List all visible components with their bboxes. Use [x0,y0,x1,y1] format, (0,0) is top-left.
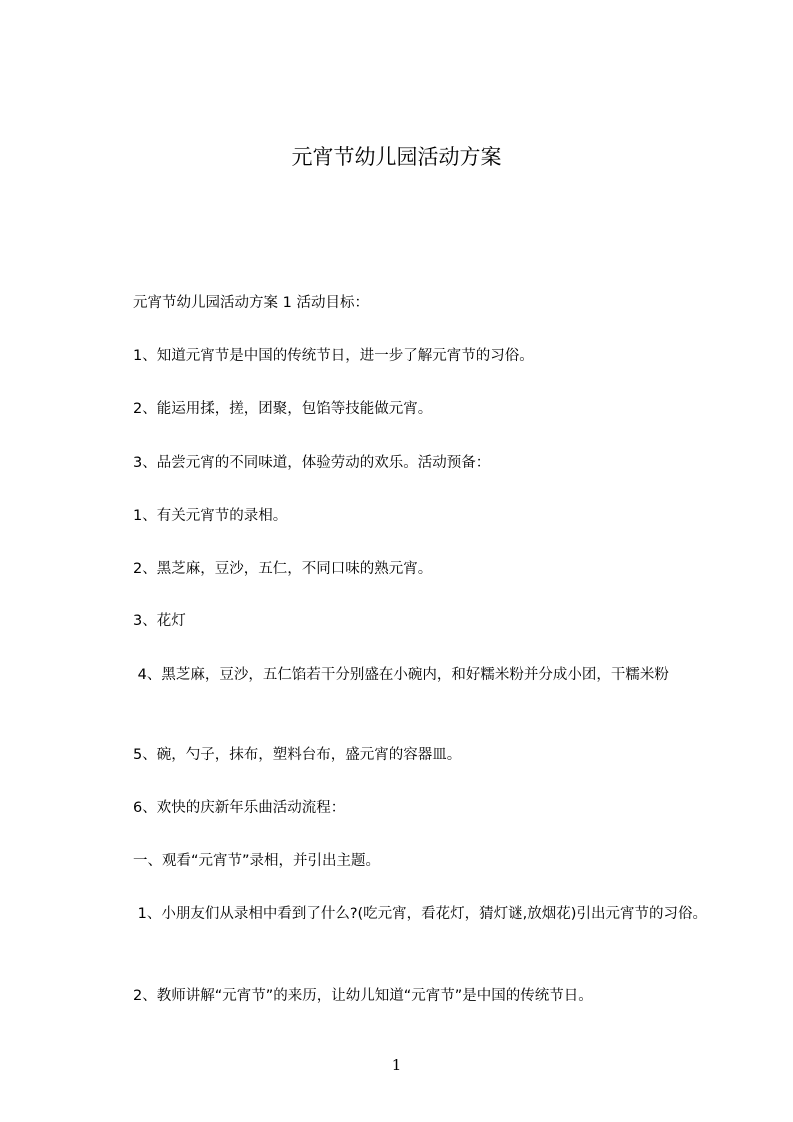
paragraph-step-1: 一、观看“元宵节”录相，并引出主题。 [104,853,381,869]
paragraph-prep-4: 4、黑芝麻，豆沙，五仁馅若干分别盛在小碗内，和好糯米粉并分成小团，干糯米粉 [104,667,669,683]
paragraph-prep-2: 2、黑芝麻，豆沙，五仁，不同口味的熟元宵。 [104,561,433,577]
paragraph-prep-1: 1、有关元宵节的录相。 [104,508,288,524]
page-number: 1 [391,1056,402,1074]
paragraph-prep-5: 5、碗，勺子，抹布，塑料台布，盛元宵的容器皿。 [104,747,462,763]
paragraph-step-1-1: 1、小朋友们从录相中看到了什么?(吃元宵，看花灯，猜灯谜,放烟花)引出元宵节的习俗。 [104,906,707,922]
paragraph-intro: 元宵节幼儿园活动方案 1 活动目标： [104,295,369,311]
paragraph-goal-1: 1、知道元宵节是中国的传统节日，进一步了解元宵节的习俗。 [104,348,534,364]
paragraph-goal-3: 3、品尝元宵的不同味道，体验劳动的欢乐。活动预备： [104,455,491,471]
paragraph-step-1-2: 2、教师讲解“元宵节”的来历，让幼儿知道“元宵节”是中国的传统节日。 [104,988,593,1004]
paragraph-goal-2: 2、能运用揉，搓，团聚，包馅等技能做元宵。 [104,401,433,417]
paragraph-prep-3: 3、花灯 [104,613,186,629]
document-title: 元宵节幼儿园活动方案 [291,145,502,169]
paragraph-prep-6: 6、欢快的庆新年乐曲活动流程： [104,800,346,816]
